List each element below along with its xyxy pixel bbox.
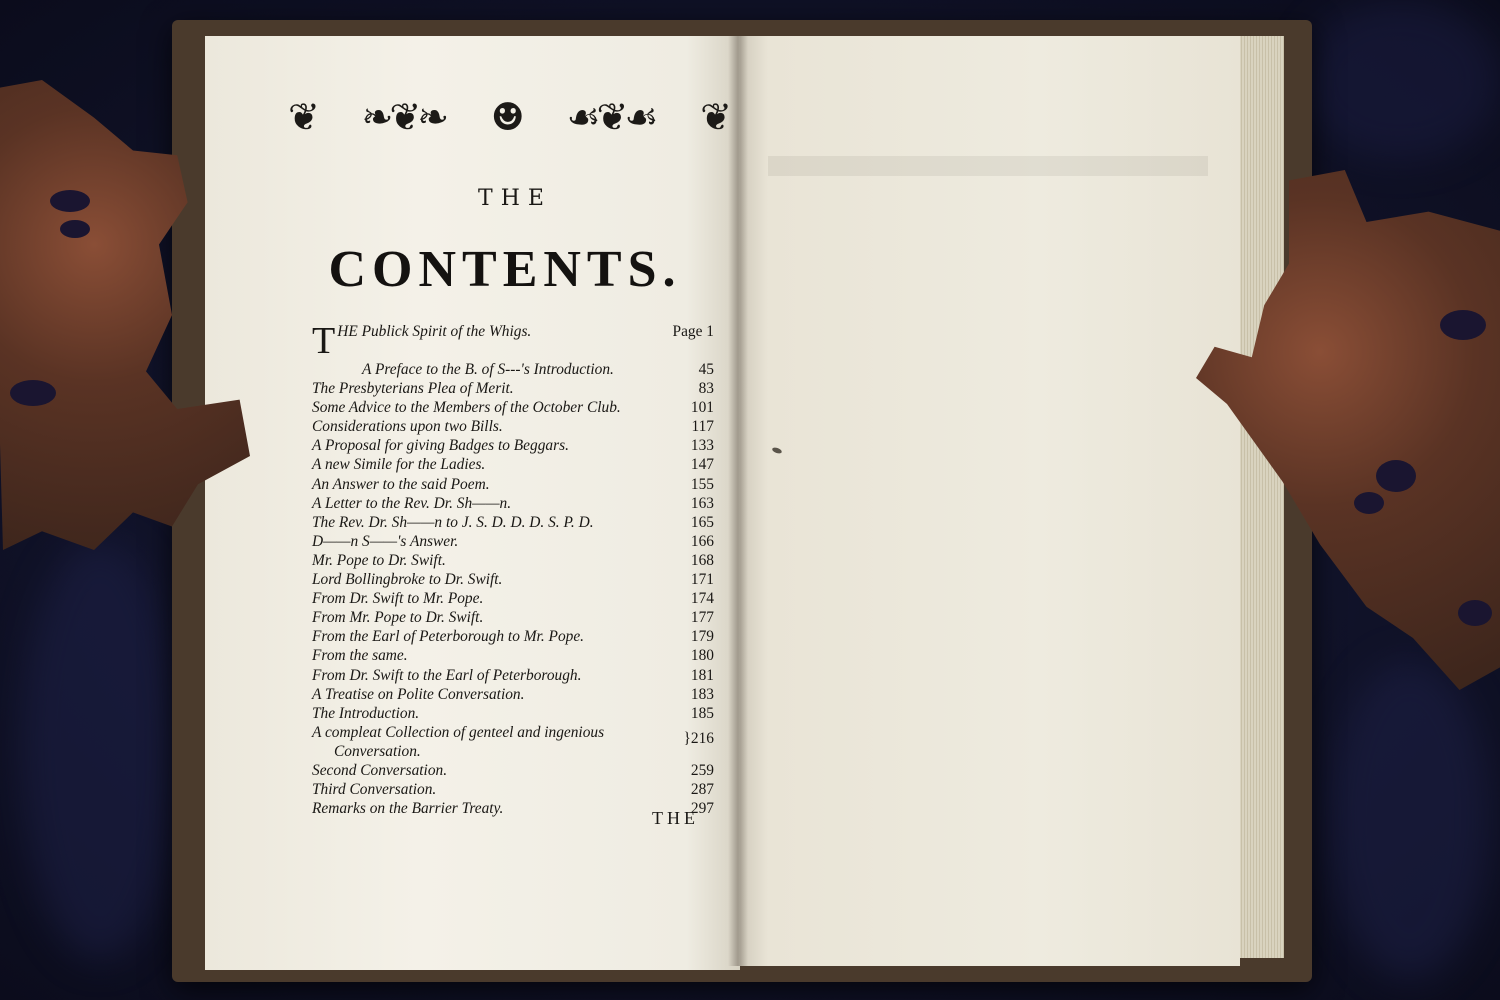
toc-entry-title: A new Simile for the Ladies. xyxy=(312,456,486,474)
urn-ornament-icon: ❦ xyxy=(700,95,728,139)
toc-entry-title: From the Earl of Peterborough to Mr. Pope. xyxy=(312,628,585,646)
toc-entry-title: A Preface to the B. of S---'s Introduction. xyxy=(362,361,614,378)
catchword: THE xyxy=(652,808,699,828)
toc-entry xyxy=(312,551,714,570)
toc-entry xyxy=(312,780,714,799)
toc-entry-title: Remarks on the Barrier Treaty. xyxy=(312,799,504,817)
toc-entry-page: 259 xyxy=(690,761,714,779)
toc-entry xyxy=(312,398,714,417)
toc-entry-title: Mr. Pope to Dr. Swift. xyxy=(312,551,446,569)
velvet-fold xyxy=(1300,0,1500,160)
toc-entry xyxy=(312,761,714,780)
page-title: CONTENTS. xyxy=(328,241,682,298)
toc-entry xyxy=(312,455,714,474)
toc-entry-title: A Treatise on Polite Conversation. xyxy=(312,685,525,703)
toc-entry-title: The Rev. Dr. Sh——n to J. S. D. D. D. S. P. D. xyxy=(312,513,594,531)
toc-entry-title: From Dr. Swift to Mr. Pope. xyxy=(312,590,484,608)
toc-entry-page: 101 xyxy=(690,399,714,417)
toc-entry-page: 185 xyxy=(690,704,714,722)
toc-entry-title-continued: Conversation. xyxy=(334,742,421,760)
toc-entry-title: The Introduction. xyxy=(312,704,420,722)
toc-entry-page: Page 1 xyxy=(672,323,714,340)
toc-entry xyxy=(312,513,714,532)
toc-entry xyxy=(312,666,714,685)
toc-entry-title: D——n S——'s Answer. xyxy=(312,532,459,550)
toc-entry xyxy=(312,417,714,436)
clamp-hole xyxy=(60,220,90,238)
book-gutter xyxy=(728,36,748,966)
toc-entry xyxy=(312,685,714,704)
toc-entry-page: 133 xyxy=(690,437,714,455)
toc-entry-page: }216 xyxy=(683,729,714,747)
table-of-contents xyxy=(312,322,714,818)
toc-entry-title: Second Conversation. xyxy=(312,761,448,779)
toc-entry-title: From Mr. Pope to Dr. Swift. xyxy=(312,609,484,627)
velvet-fold xyxy=(20,540,180,960)
toc-entry-title: The Presbyterians Plea of Merit. xyxy=(312,380,514,398)
toc-entry-page: 83 xyxy=(698,380,714,398)
toc-entry-page: 45 xyxy=(698,361,714,378)
toc-entry xyxy=(312,436,714,455)
clamp-hole xyxy=(1376,460,1416,492)
toc-entry-title: A Proposal for giving Badges to Beggars. xyxy=(312,437,569,455)
toc-entry-title: Considerations upon two Bills. xyxy=(312,418,503,436)
toc-entry-page: 163 xyxy=(690,494,714,512)
the-heading: THE xyxy=(478,186,552,211)
velvet-fold xyxy=(1330,660,1490,980)
drop-cap: T xyxy=(312,320,336,362)
toc-entry xyxy=(312,589,714,608)
urn-ornament-icon: ❦ xyxy=(288,95,316,139)
toc-entry-page: 287 xyxy=(690,780,714,798)
printers-headpiece-ornament xyxy=(288,82,728,152)
toc-entry xyxy=(312,379,714,398)
toc-entry xyxy=(312,627,714,646)
toc-entry-page: 179 xyxy=(690,628,714,646)
clamp-hole xyxy=(1458,600,1492,626)
toc-entry-page: 117 xyxy=(691,418,714,436)
toc-entry-page: 174 xyxy=(690,590,714,608)
toc-entry xyxy=(312,360,714,379)
toc-entry-page: 171 xyxy=(690,571,714,589)
toc-entry-page: 165 xyxy=(690,513,714,531)
toc-entry-title: A compleat Collection of genteel and ingenious xyxy=(312,723,605,741)
toc-entry xyxy=(312,322,714,360)
page-edges xyxy=(1236,36,1284,958)
toc-entry-title: Lord Bollingbroke to Dr. Swift. xyxy=(312,571,503,589)
scroll-ornament-icon: ☙❦☙ xyxy=(566,95,655,139)
toc-entry-title: An Answer to the said Poem. xyxy=(312,475,490,493)
toc-entry-title: HE Publick Spirit of the Whigs. xyxy=(337,323,532,340)
toc-entry-title: Some Advice to the Members of the October Club. xyxy=(312,399,621,417)
toc-entry-title: Third Conversation. xyxy=(312,780,437,798)
right-page-blank xyxy=(738,36,1240,966)
toc-entry-page: 166 xyxy=(690,532,714,550)
toc-entry-page: 147 xyxy=(690,456,714,474)
toc-entry xyxy=(312,723,714,761)
toc-entry xyxy=(312,532,714,551)
toc-entry-page: 297 xyxy=(690,799,714,817)
toc-entry-page: 183 xyxy=(690,685,714,703)
toc-entry xyxy=(312,475,714,494)
toc-entry-page: 181 xyxy=(690,666,714,684)
clamp-hole xyxy=(50,190,90,212)
show-through-text xyxy=(768,156,1208,176)
toc-entry-title: A Letter to the Rev. Dr. Sh——n. xyxy=(312,494,512,512)
cherub-ornament-icon: ☻ xyxy=(490,95,521,139)
toc-entry-page: 180 xyxy=(690,647,714,665)
toc-entry-title: From Dr. Swift to the Earl of Peterborough. xyxy=(312,666,582,684)
clamp-hole xyxy=(1354,492,1384,514)
clamp-hole xyxy=(10,380,56,406)
toc-entry-page: 168 xyxy=(690,551,714,569)
toc-entry xyxy=(312,704,714,723)
clamp-hole xyxy=(1440,310,1486,340)
toc-entry xyxy=(312,608,714,627)
scroll-ornament-icon: ❧❦❧ xyxy=(361,95,446,139)
toc-entry-title: From the same. xyxy=(312,647,408,665)
toc-entry-page: 155 xyxy=(690,475,714,493)
toc-entry-page: 177 xyxy=(690,609,714,627)
toc-entry xyxy=(312,570,714,589)
toc-entry xyxy=(312,494,714,513)
toc-entry xyxy=(312,646,714,665)
